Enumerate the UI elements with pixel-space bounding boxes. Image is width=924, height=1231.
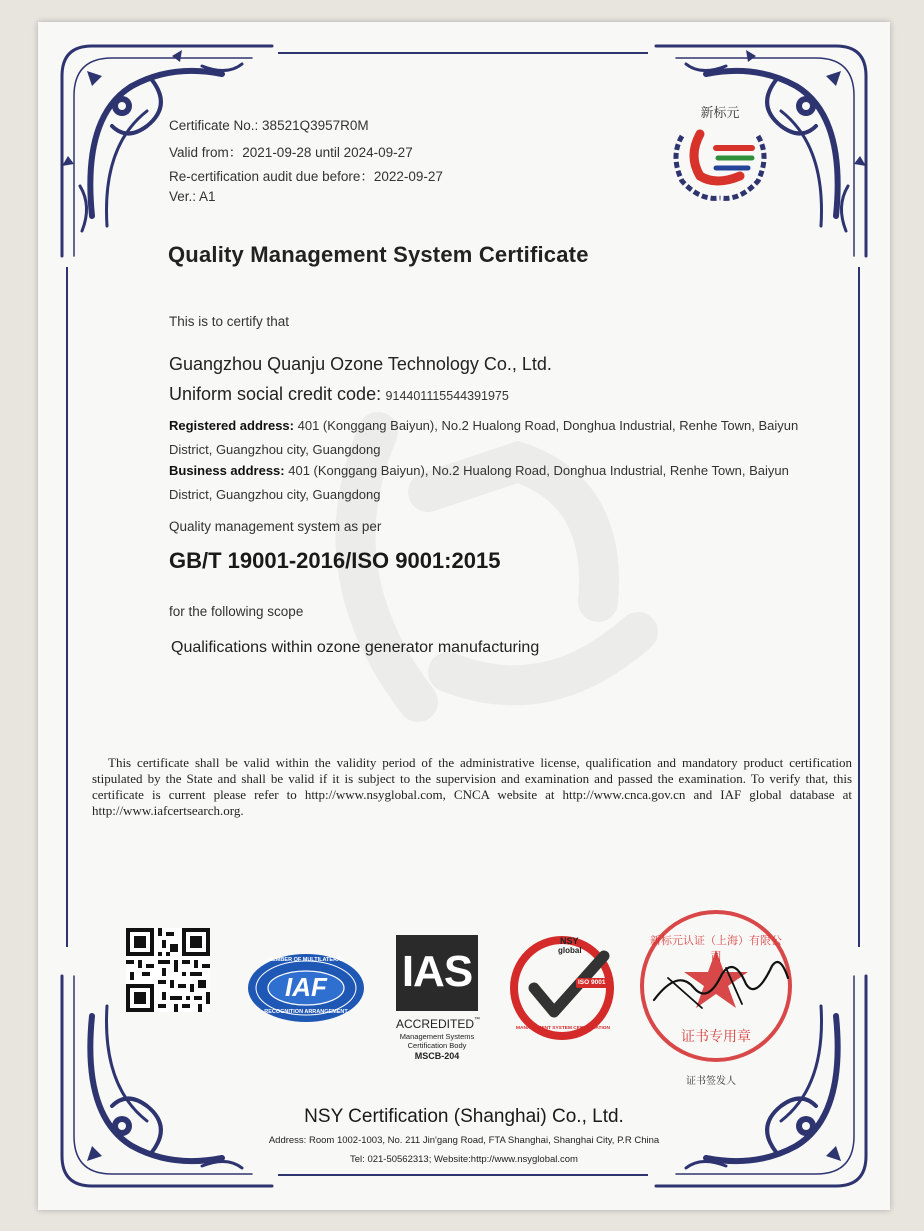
ias-tm: ™ [474,1017,481,1023]
valid-until-date: 2024-09-27 [343,145,413,160]
credit-code-value: 914401115544391975 [385,389,509,403]
valid-from-date: 2021-09-28 [242,145,312,160]
company-name: Guangzhou Quanju Ozone Technology Co., Ltd. [169,354,552,374]
issuer-name: NSY Certification (Shanghai) Co., Ltd. [304,1106,624,1127]
page-title: Quality Management System Certificate [168,242,589,267]
certificate-number-line [169,118,369,133]
business-address-text: 401 (Konggang Baiyun), No.2 Hualong Road, Donghua Industrial, Renhe Town, Baiyun [288,463,789,478]
frame-bottom-line [278,1174,648,1176]
signature-mark [638,908,794,1064]
frame-left-line [66,267,68,947]
ias-logo-box [396,935,478,1011]
frame-top-line [278,52,648,54]
nsy-logo [660,96,780,206]
seal-ring-text: 新标元认证（上海）有限公司 [650,934,782,963]
registered-address-line1 [169,418,798,433]
iaf-top-text: MEMBER OF MULTILATERAL [267,957,345,963]
standard-code: GB/T 19001-2016/ISO 9001:2015 [169,548,501,573]
iaf-main-text: IAF [285,972,327,1002]
business-address-line2: District, Guangzhou city, Guangdong [169,487,381,502]
ias-accredited-text: ACCREDITED [396,1017,475,1031]
ias-accredited-line [396,1017,481,1031]
iaf-bottom-text: RECOGNITION ARRANGEMENT [264,1009,348,1015]
standard-intro: Quality management system as per [169,519,382,534]
nsy-logo-icon [660,96,780,206]
seal-center-text: 证书专用章 [681,1029,751,1045]
credit-code-line [169,384,509,405]
valid-from-label: Valid from： [169,145,243,160]
recert-label: Re-certification audit due before： [169,169,374,184]
iaf-badge [246,952,366,1024]
nsy-iso-badge [506,934,620,1040]
version-label: Ver.: [169,189,197,204]
validity-line [169,141,413,161]
qr-code-icon [126,928,210,1012]
certificate-number: 38521Q3957R0M [262,118,369,133]
issuer-contact: Tel: 021-50562313; Website:http://www.nsyglobal.com [350,1154,578,1165]
until-label: until [315,145,340,160]
nsy-iso-label: ISO 9001 [578,979,606,986]
logo-wordmark: 新标元 [700,106,740,121]
signer-label: 证书签发人 [686,1076,736,1087]
company-seal [638,908,794,1064]
registered-address-label: Registered address: [169,418,294,433]
business-address-label: Business address: [169,463,285,478]
recertification-line [169,165,443,185]
watermark-emblem [218,372,738,792]
certificate-number-label: Certificate No.: [169,118,259,133]
certificate-paper [38,22,890,1210]
registered-address-text: 401 (Konggang Baiyun), No.2 Hualong Road, Donghua Industrial, Renhe Town, Baiyun [297,418,799,433]
registered-address-line2: District, Guangzhou city, Guangdong [169,442,381,457]
ias-main-text: IAS [401,947,473,996]
certify-intro: This is to certify that [169,314,290,329]
scope-intro: for the following scope [169,604,304,619]
ias-badge [396,935,481,1065]
ias-sub1: Management Systems [399,1032,475,1041]
nsy-ring-text: MANAGEMENT SYSTEM CERTIFICATION [516,1026,610,1031]
issuer-address: Address: Room 1002-1003, No. 211 Jin'gang Road, FTA Shanghai, Shanghai City, P.R China [268,1135,660,1146]
recert-date: 2022-09-27 [373,169,443,184]
version-value: A1 [199,189,216,204]
business-address-line1 [169,463,789,478]
nsy-brand-global: global [558,946,582,955]
scope-text: Qualifications within ozone generator manufacturing [171,639,540,656]
version-line [169,189,216,204]
legal-notice: This certificate shall be valid within the validity period of the administrative license, qualification and mandatory product certification stipulated by the State and shall be valid if it is subject to the supervision and examination and passed the examination. To verify that, this certificate is current please refer to http://www.nsyglobal.com, CNCA website at http://www.cnca.gov.cn and IAF global database at http://www.iafcertsearch.org. [92,755,852,818]
nsy-brand-nsy: NSY [560,936,579,946]
credit-code-label: Uniform social credit code: [169,384,382,404]
ias-sub2: Certification Body [407,1041,467,1050]
ias-code: MSCB-204 [414,1051,460,1061]
frame-right-line [858,267,860,947]
